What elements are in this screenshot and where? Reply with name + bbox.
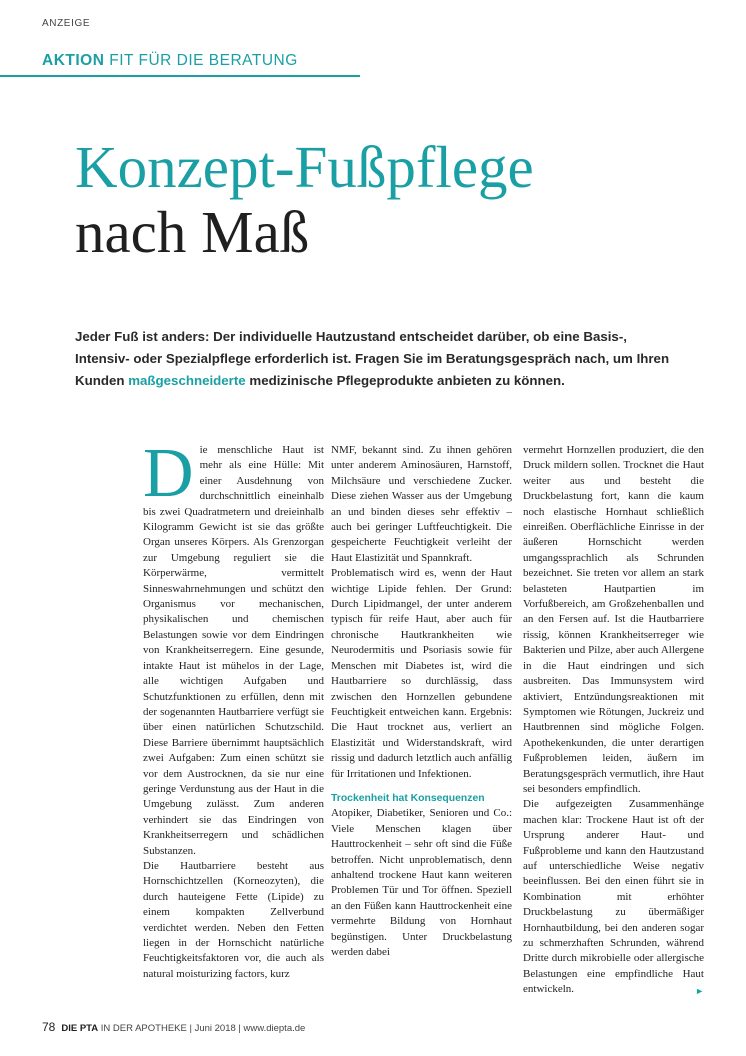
drop-cap: D xyxy=(143,435,194,512)
article-column-3 xyxy=(523,443,704,1000)
headline-line1: Konzept-Fußpflege xyxy=(75,134,534,200)
lead-highlight: maßgeschneiderte xyxy=(128,373,246,388)
article-column-1 xyxy=(143,435,324,982)
lead-paragraph xyxy=(75,326,675,392)
page-footer xyxy=(42,1020,305,1034)
body-paragraph: Problematisch wird es, wenn der Haut wichtige Lipide fehlen. Der Grund: Durch Lipidmangel, der unter anderem typisch für reife Haut, aber auch für chronische Hautkrankheiten wie Neurodermitis und Psoriasis sowie für Menschen mit Diabetes ist, wird die Hautbarriere so durchlässig, dass zwischen den Hornzellen gebundene Feuchtigkeit entweichen kann. Ergebnis: Die Haut trocknet aus, verliert an Elastizität und Widerstandskraft, wird rissig und dadurch letztlich auch anfällig für Irritationen und Infektionen. xyxy=(331,567,512,780)
article-column-2 xyxy=(331,443,512,960)
footer-info: IN DER APOTHEKE | Juni 2018 | www.diepta.de xyxy=(98,1023,306,1034)
section-rubric xyxy=(42,52,298,70)
section-subheading: Trockenheit hat Konsequenzen xyxy=(331,792,485,804)
rubric-underline xyxy=(0,75,360,77)
body-paragraph: NMF, bekannt sind. Zu ihnen gehören unter anderem Aminosäuren, Harnstoff, Milchsäure und verschiedene Zucker. Diese ziehen Wasser aus der Umgebung an und binden dieses sehr effektiv – auch bei geringer Luftfeuchtigkeit. Die gespeicherte Feuchtigkeit verleiht der Haut Elastizität und Spannkraft. xyxy=(331,444,512,564)
rubric-rest: FIT FÜR DIE BERATUNG xyxy=(104,52,298,69)
body-paragraph: ie menschliche Haut ist mehr als eine Hülle: Mit einer Ausdehnung von durchschnittlich eineinhalb bis zwei Quadratmetern und dreieinhalb Kilogramm Gewicht ist sie das größte Organ unseres Körpers. Als Grenzorgan zur Umgebung reguliert sie die Körperwärme, vermittelt Sinneswahrnehmungen und schützt den Organismus vor mechanischen, physikalischen und chemischen Belastungen sowie vor dem Eindringen von Krankheitserregern. Eine gesunde, intakte Haut ist mühelos in der Lage, alle wichtigen Aufgaben und Schutzfunktionen zu erfüllen, denn mit der sogenannten Hautbarriere verfügt sie über einen natürlichen Schutzschild. Diese Barriere übernimmt hauptsächlich zwei Aufgaben: Zum einen schützt sie vor dem Austrocknen, da sie nur eine geringe Verdunstung aus der Haut in die Umgebung zulässt. Zum anderen verhindert sie das Eindringen von Krankheitserregern und schädlichen Substanzen. xyxy=(143,444,324,857)
continue-arrow-icon: ► xyxy=(695,986,704,997)
page-number: 78 xyxy=(42,1020,56,1034)
ad-label: ANZEIGE xyxy=(42,18,91,29)
lead-text-2: medizinische Pflegeprodukte anbieten zu können. xyxy=(245,373,565,388)
body-paragraph: Die Hautbarriere besteht aus Hornschichtzellen (Korneozyten), die durch hauteigene Fette (Lipide) zu einem kompakten Zellverbund verdichtet werden. Neben den Fetten liegen in der Hornschicht natürliche Feuchtigkeitsfaktoren vor, die auch als natural moisturizing factors, kurz xyxy=(143,859,324,980)
body-paragraph: Atopiker, Diabetiker, Senioren und Co.: Viele Menschen klagen über Hauttrockenheit – sehr oft sind die Füße betroffen. Nicht unproblematisch, denn anhaltend trockene Haut kann weiteren Problemen Tür und Tor öffnen. Speziell an den Füßen kann Hauttrockenheit eine vermehrte Bildung von Hornhaut begünstigen. Unter Druckbelastung werden dabei xyxy=(331,807,512,958)
rubric-bold: AKTION xyxy=(42,52,105,69)
lead-text-1: Jeder Fuß ist anders: Der individuelle Hautzustand entscheidet darüber, ob eine Basis-, Intensiv- oder Spezialpflege erforderlich ist. Fragen Sie im Beratungsgespräch nach, um Ihren Kunden xyxy=(75,329,670,388)
magazine-brand: DIE PTA xyxy=(61,1023,99,1034)
body-paragraph: vermehrt Hornzellen produziert, die den Druck mildern sollen. Trocknet die Haut weiter aus und besteht die Druckbelastung fort, kann die kaum noch elastische Hornhaut schließlich einreißen. Oberflächliche Einrisse in der äußeren Hornschicht werden umgangssprachlich als Schrunden bezeichnet. Sie treten vor allem an stark belasteten Hautpartien im Vorfußbereich, am Großzehenballen und an den Fersen auf. Ist die Hautbarriere rissig, können Krankheitserreger wie Bakterien und Pilze, aber auch Allergene in die Haut eindringen und sich ausbreiten. Das Immunsystem wird aktiviert, Entzündungsreaktionen mit Symptomen wie Rötungen, Juckreiz und Hautbrennen sind mögliche Folgen. Apothekenkunden, die unter derartigen Fußproblemen leiden, äußern im Beratungsgespräch vermutlich, ihre Haut sei besonders empfindlich. xyxy=(523,444,704,795)
body-paragraph-text: Die aufgezeigten Zusammenhänge machen klar: Trockene Haut ist oft der Ursprung anderer Haut- und Fußprobleme und kann den Hautzustand auf unterschiedliche Weise negativ beeinflussen. Bei den einen führt sie in Kombination mit erhöhter Druckbelastung zu übermäßiger Hornhautbildung, bei den anderen sogar zu schmerzhaften Schrunden, während Dritte durch mikrobielle oder allergische Belastungen eine empfindliche Haut entwickeln. xyxy=(523,798,704,996)
headline-line2: nach Maß xyxy=(75,199,310,265)
body-paragraph xyxy=(523,797,704,997)
